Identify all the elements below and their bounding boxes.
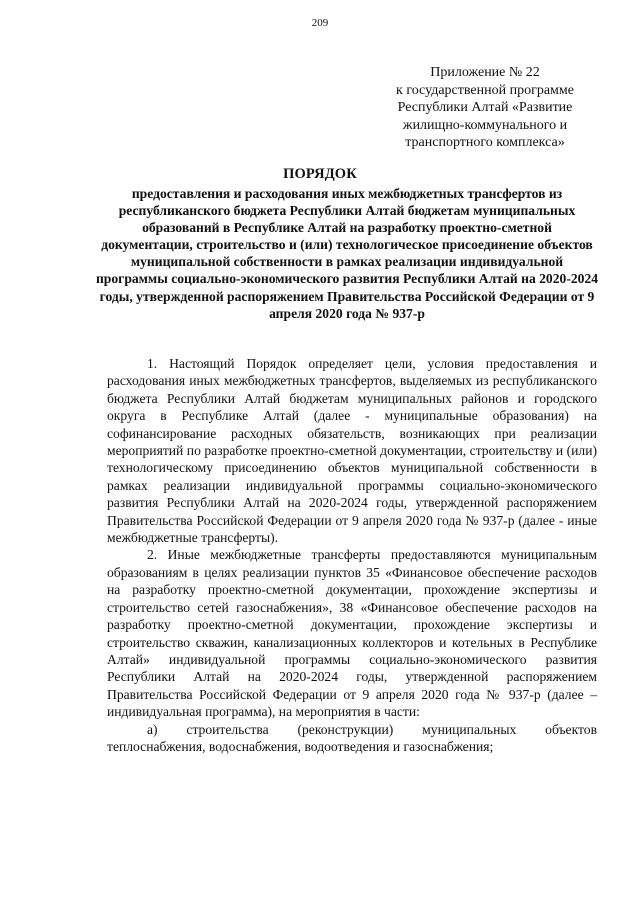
paragraph-3: а) строительства (реконструкции) муниципальных объектов теплоснабжения, водоснабжения, водоотведения и газоснабжения;: [107, 721, 597, 754]
document-body: [107, 355, 597, 755]
appendix-line-1: Приложение № 22: [430, 65, 540, 80]
paragraph-2: 2. Иные межбюджетные трансферты предоставляются муниципальным образованиям в целях реализации пунктов 35 «Финансовое обеспечение расходов на разработку проектно-сметной документации, прохождение экспертизы и строительство сетей газоснабжения», 38 «Финансовое обеспечение расходов на разработку проектно-сметной документации, прохождение экспертизы и строительство скважин, канализационных коллекторов и котельных в Республике Алтай» индивидуальной программы социально-экономического развития Республики Алтай на 2020-2024 годы, утвержденной распоряжением Правительства Российской Федерации от 9 апреля 2020 года № 937-р (далее – индивидуальная программа), на мероприятия в части:: [107, 547, 597, 720]
appendix-header: [360, 64, 610, 152]
appendix-line-5: транспортного комплекса»: [405, 135, 565, 150]
appendix-line-3: Республики Алтай «Развитие: [397, 100, 573, 115]
document-subtitle: предоставления и расходования иных межбюджетных трансфертов из республиканского бюджета Республики Алтай бюджетам муниципальных образований в Республике Алтай на разработку проектно-сметной документации, строительство и (или) технологическое присоединение объектов муниципальной собственности в рамках реализации индивидуальной программы социально-экономического развития Республики Алтай на 2020-2024 годы, утвержденной распоряжением Правительства Российской Федерации от 9 апреля 2020 года № 937-р: [95, 186, 599, 321]
document-title: ПОРЯДОК: [283, 166, 357, 182]
appendix-line-4: жилищно-коммунального и: [402, 117, 568, 133]
paragraph-1: 1. Настоящий Порядок определяет цели, условия предоставления и расходования иных межбюджетных трансфертов, выделяемых из республиканского бюджета Республики Алтай бюджетам муниципальных районов и городского округа в Республике Алтай (далее - муниципальные образования) на софинансирование расходных обязательств, возникающих при реализации мероприятий по разработке проектно-сметной документации, строительству и (или) технологическому присоединению объектов муниципальной собственности в рамках реализации индивидуальной программы социально-экономического развития Республики Алтай на 2020-2024 годы, утвержденной распоряжением Правительства Российской Федерации от 9 апреля 2020 года № 937-р (далее - иные межбюджетные трансферты).: [107, 356, 597, 546]
page-number: 209: [311, 17, 329, 29]
appendix-line-2: к государственной программе: [396, 82, 574, 98]
